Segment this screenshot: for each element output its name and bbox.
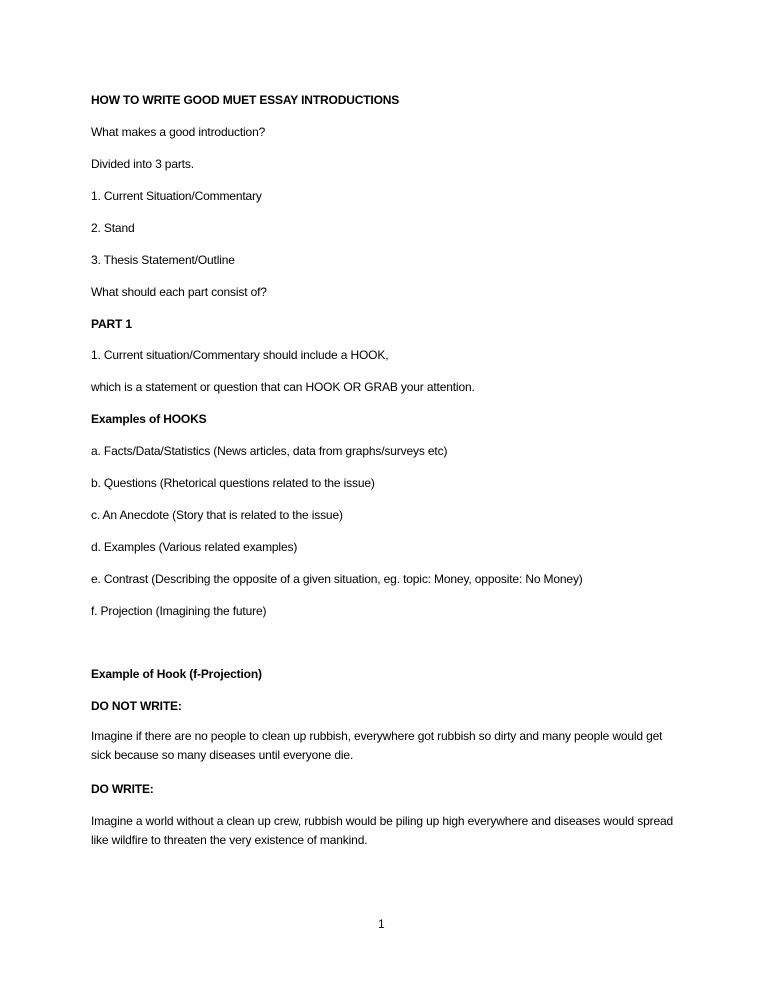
page-number: 1: [378, 917, 385, 931]
do-write-text: Imagine a world without a clean up crew, rubbish would be piling up high everywhere and diseases would spread like wildfire to threaten the very existence of mankind.: [91, 814, 674, 847]
hook-item-b: b. Questions (Rhetorical questions related to the issue): [91, 476, 375, 490]
part1-line-2: which is a statement or question that can HOOK OR GRAB your attention.: [91, 380, 475, 394]
hook-item-a: a. Facts/Data/Statistics (News articles, data from graphs/surveys etc): [91, 444, 448, 458]
question-parts: What should each part consist of?: [91, 285, 267, 299]
do-write-label: DO WRITE:: [91, 782, 154, 796]
question-intro: What makes a good introduction?: [91, 125, 266, 139]
part-item-3: 3. Thesis Statement/Outline: [91, 253, 235, 267]
do-not-write-label: DO NOT WRITE:: [91, 699, 182, 713]
hook-item-c: c. An Anecdote (Story that is related to the issue): [91, 508, 343, 522]
divided-text: Divided into 3 parts.: [91, 157, 194, 171]
part1-line-1: 1. Current situation/Commentary should include a HOOK,: [91, 348, 389, 362]
hook-item-d: d. Examples (Various related examples): [91, 540, 298, 554]
hooks-heading: Examples of HOOKS: [91, 412, 207, 426]
part1-heading: PART 1: [91, 317, 132, 331]
hook-item-f: f. Projection (Imagining the future): [91, 604, 267, 618]
part-item-1: 1. Current Situation/Commentary: [91, 189, 262, 203]
document-title: HOW TO WRITE GOOD MUET ESSAY INTRODUCTIONS: [91, 93, 400, 107]
hook-item-e: e. Contrast (Describing the opposite of a given situation, eg. topic: Money, opposite: No Money): [91, 572, 583, 586]
example-heading: Example of Hook (f-Projection): [91, 667, 262, 681]
part-item-2: 2. Stand: [91, 221, 135, 235]
do-not-write-text: Imagine if there are no people to clean up rubbish, everywhere got rubbish so dirty and many people would get sick because so many diseases until everyone die.: [91, 729, 663, 762]
